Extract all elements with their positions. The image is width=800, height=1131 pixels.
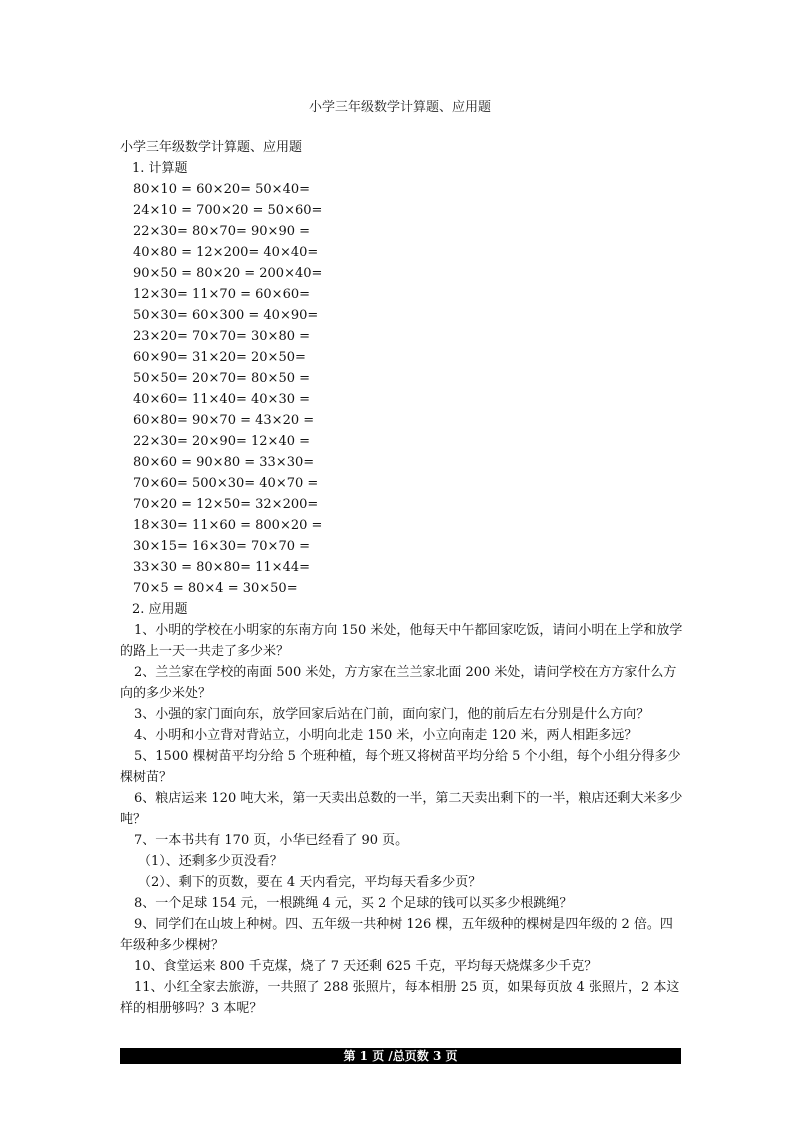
calc-line: 23×20= 70×70= 30×80 =	[133, 329, 311, 344]
word-problem: 4、小明和小立背对背站立，小明向北走 150 米，小立向南走 120 米，两人相距多远？	[134, 728, 638, 743]
word-problem: 6、粮店运来 120 吨大米，第一天卖出总数的一半，第二天卖出剩下的一半，粮店还剩大米多少吨？	[120, 791, 683, 827]
calc-line: 22×30= 20×90= 12×40 =	[133, 434, 311, 449]
calc-line: 50×30= 60×300 = 40×90=	[133, 308, 319, 323]
word-problem: 9、同学们在山坡上种树。四、五年级一共种树 126 棵，五年级种的棵树是四年级的 2 倍。四年级种多少棵树？	[120, 917, 673, 953]
calc-line: 33×30 = 80×80= 11×44=	[133, 560, 311, 575]
word-problem: 7、一本书共有 170 页，小华已经看了 90 页。	[134, 833, 409, 848]
calc-line: 70×20 = 12×50= 32×200=	[133, 497, 319, 512]
page-header: 小学三年级数学计算题、应用题	[308, 100, 491, 115]
calc-line: 30×15= 16×30= 70×70 =	[133, 539, 311, 554]
calc-list	[120, 179, 685, 599]
calc-line: 90×50 = 80×20 = 200×40=	[133, 266, 323, 281]
calc-line: 80×60 = 90×80 = 33×30=	[133, 455, 315, 470]
word-problem: 5、1500 棵树苗平均分给 5 个班种植，每个班又将树苗平均分给 5 个小组，每个小组分得多少棵树苗？	[120, 749, 681, 785]
word-problem: 11、小红全家去旅游，一共照了 288 张照片，每本相册 25 页，如果每页放 4 张照片，2 本这样的相册够吗？3 本呢？	[120, 980, 680, 1016]
calc-line: 60×90= 31×20= 20×50=	[133, 350, 306, 365]
document-title: 小学三年级数学计算题、应用题	[120, 140, 303, 155]
calc-line: 18×30= 11×60 = 800×20 =	[133, 518, 323, 533]
calc-line: 22×30= 80×70= 90×90 =	[133, 224, 311, 239]
word-problem: 1、小明的学校在小明家的东南方向 150 米处，他每天中午都回家吃饭，请问小明在上学和放学的路上一天一共走了多少米？	[120, 623, 683, 659]
word-problem: 3、小强的家门面向东，放学回家后站在门前，面向家门，他的前后左右分别是什么方向？	[134, 707, 650, 722]
calc-line: 40×80 = 12×200= 40×40=	[133, 245, 319, 260]
document-body	[120, 137, 685, 1019]
word-problem: 2、兰兰家在学校的南面 500 米处，方方家在兰兰家北面 200 米处，请问学校在方方家什么方向的多少米处？	[120, 665, 677, 701]
calc-line: 24×10 = 700×20 = 50×60=	[133, 203, 323, 218]
word-problem: 8、一个足球 154 元，一根跳绳 4 元，买 2 个足球的钱可以买多少根跳绳？	[134, 896, 573, 911]
word-problem: 10、食堂运来 800 千克煤，烧了 7 天还剩 625 千克，平均每天烧煤多少千克？	[134, 959, 598, 974]
calc-line: 70×5 = 80×4 = 30×50=	[133, 581, 298, 596]
calc-line: 70×60= 500×30= 40×70 =	[133, 476, 319, 491]
page-footer: 第 1 页 /总页数 3 页	[120, 1048, 681, 1064]
calc-line: 50×50= 20×70= 80×50 =	[133, 371, 311, 386]
problem-list	[120, 620, 685, 1019]
calc-line: 80×10 = 60×20= 50×40=	[133, 182, 311, 197]
application-section-heading: 2. 应用题	[132, 602, 188, 617]
calc-line: 12×30= 11×70 = 60×60=	[133, 287, 311, 302]
word-subproblem: （1）、还剩多少页没看？	[138, 854, 283, 869]
calc-section-heading: 1. 计算题	[132, 161, 188, 176]
calc-line: 60×80= 90×70 = 43×20 =	[133, 413, 315, 428]
calc-line: 40×60= 11×40= 40×30 =	[133, 392, 311, 407]
word-subproblem: （2）、剩下的页数，要在 4 天内看完，平均每天看多少页？	[138, 875, 482, 890]
